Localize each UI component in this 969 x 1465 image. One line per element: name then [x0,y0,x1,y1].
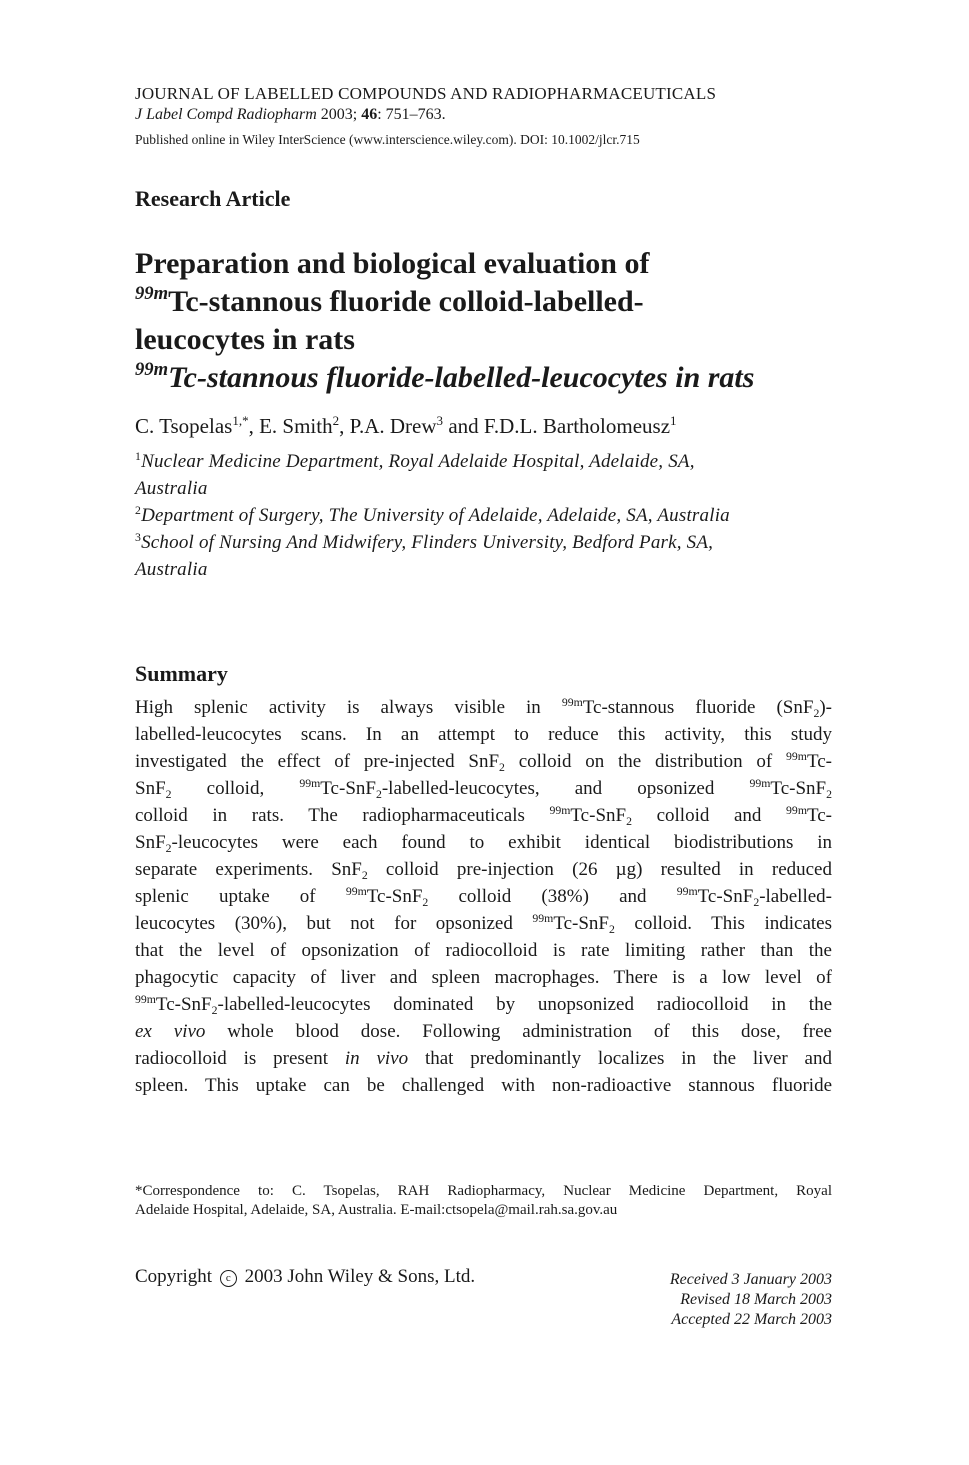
affiliation-1 [135,448,832,475]
summary-line [135,883,832,910]
summary-text: Tc- [806,805,833,826]
summary-text: Tc- [806,751,832,772]
summary-line [135,748,832,775]
isotope-superscript: 99m [676,884,698,898]
title-line-2 [135,283,832,321]
summary-line [135,802,832,829]
author-mark: 2 [332,412,340,428]
article-type: Research Article [135,186,291,211]
summary-line: labelled-leucocytes scans. In an attempt to reduce this activity, this study [135,724,832,745]
isotope-superscript: 99m [135,283,169,305]
affiliation-number: 3 [135,530,142,544]
summary-line: phagocytic capacity of liver and spleen macrophages. There is a low level of [135,967,832,988]
citation-pages: : 751–763. [377,106,446,123]
published-online: Published online in Wiley InterScience (www.interscience.wiley.com). DOI: 10.1002/jlcr.715 [135,132,640,147]
author-mark: 1,* [232,412,249,428]
summary-text: whole blood dose. Following administration of this dose, free [205,1021,832,1042]
title-line-2-text: Tc-stannous fluoride colloid-labelled- [168,285,644,318]
summary-text: SnF [135,832,166,853]
correspondence-line: *Correspondence to: C. Tsopelas, RAH Radiopharmacy, Nuclear Medicine Department, Royal [135,1183,832,1199]
subscript: 2 [753,895,760,909]
author-list [135,414,677,439]
subscript: 2 [375,787,382,801]
copyright-prefix: Copyright [135,1266,217,1287]
summary-text: radiocolloid is present [135,1048,345,1069]
received-date: Received 3 January 2003 [669,1271,832,1288]
affiliation-text: School of Nursing And Midwifery, Flinders University, Bedford Park, SA, [141,532,714,553]
summary-line [135,991,832,1018]
copyright-suffix: 2003 John Wiley & Sons, Ltd. [239,1266,476,1287]
subscript: 2 [813,706,820,720]
author-mark: 3 [436,412,444,428]
isotope-superscript: 99m [135,359,169,381]
citation-journal: J Label Compd Radiopharm [135,106,317,123]
affiliations [135,448,832,583]
author-separator: and [443,414,484,438]
summary-line [135,775,832,802]
isotope-superscript: 99m [135,992,156,1006]
summary-text: colloid. This indicates [614,913,832,934]
summary-line [135,694,832,721]
summary-text: -labelled- [759,886,832,907]
summary-text: colloid (38%) and [428,886,677,907]
isotope-superscript: 99m [749,776,771,790]
summary-text: colloid in rats. The radiopharmaceuticals [135,805,550,826]
revised-date: Revised 18 March 2003 [680,1291,832,1308]
citation-year: 2003; [316,106,362,123]
summary-heading: Summary [135,661,228,686]
summary-text: Tc-SnF [155,994,212,1015]
article-title [135,245,832,397]
title-line-1: Preparation and biological evaluation of [135,247,650,280]
subscript: 2 [826,787,832,801]
subscript: 2 [422,895,429,909]
affiliation-2 [135,502,832,529]
citation [135,106,446,124]
summary-line: that the level of opsonization of radiocolloid is rate limiting rather than the [135,940,832,961]
author: C. Tsopelas [135,414,233,438]
summary-text: -labelled-leucocytes, and opsonized [381,778,750,799]
summary-text: Tc-stannous fluoride (SnF [582,697,814,718]
summary-text: splenic uptake of [135,886,346,907]
subscript: 2 [165,787,172,801]
affiliation-text: Department of Surgery, The University of Adelaide, Adelaide, SA, Australia [141,505,730,526]
copyright [135,1266,475,1288]
journal-name: JOURNAL OF LABELLED COMPOUNDS AND RADIOPHARMACEUTICALS [135,84,717,103]
author: P.A. Drew [349,414,437,438]
correspondence-note [135,1182,832,1220]
subscript: 2 [626,814,632,828]
summary-text: Tc-SnF [770,778,827,799]
summary-text: High splenic activity is always visible in [135,697,562,718]
summary-text: -leucocytes were each found to exhibit identical biodistributions in [171,832,832,853]
subscript: 2 [499,760,505,774]
affiliation-3 [135,529,832,556]
author-mark: 1 [670,412,677,428]
summary-text: Tc-SnF [366,886,423,907]
summary-text: leucocytes (30%), but not for opsonized [135,913,533,934]
summary-text: separate experiments. SnF [135,859,362,880]
affiliation-1-cont: Australia [135,478,208,499]
summary-text: SnF [135,778,166,799]
summary-line [135,829,832,856]
summary-text: colloid on the distribution of [504,751,787,772]
summary-line [135,1045,832,1072]
summary-text: Tc-SnF [320,778,376,799]
summary-text: investigated the effect of pre-injected SnF [135,751,500,772]
author-separator: , [339,414,350,438]
copyright-icon: c [220,1270,237,1287]
subscript: 2 [165,841,172,855]
summary-text: Tc-SnF [570,805,627,826]
isotope-superscript: 99m [549,803,571,817]
summary-text: )- [819,697,832,718]
summary-text: Tc-SnF [553,913,609,934]
summary-line: spleen. This uptake can be challenged with non-radioactive stannous fluoride [135,1075,832,1096]
summary-body [135,694,832,1099]
correspondence-line: Adelaide Hospital, Adelaide, SA, Australia. E-mail:ctsopela@mail.rah.sa.gov.au [135,1202,618,1218]
isotope-superscript: 99m [561,695,583,709]
isotope-superscript: 99m [345,884,367,898]
title-line-3: leucocytes in rats [135,323,355,356]
summary-line [135,1018,832,1045]
subscript: 2 [609,922,615,936]
author-separator: , [248,414,260,438]
citation-volume: 46 [361,106,378,123]
summary-text: ex vivo [135,1021,206,1042]
short-title-text: Tc-stannous fluoride-labelled-leucocytes in rats [168,361,755,394]
summary-line [135,856,832,883]
affiliation-number: 1 [135,449,142,463]
isotope-superscript: 99m [786,749,807,763]
summary-text: that predominantly localizes in the liver and [408,1048,832,1069]
isotope-superscript: 99m [299,776,321,790]
short-title [135,359,832,397]
author: F.D.L. Bartholomeusz [483,414,671,438]
author: E. Smith [259,414,333,438]
summary-text: in vivo [344,1048,409,1069]
summary-text: colloid, [171,778,300,799]
summary-text: Tc-SnF [697,886,754,907]
affiliation-number: 2 [135,503,142,517]
affiliation-3-cont: Australia [135,559,208,580]
isotope-superscript: 99m [532,911,554,925]
accepted-date: Accepted 22 March 2003 [671,1311,832,1328]
isotope-superscript: 99m [786,803,807,817]
article-dates [670,1270,832,1330]
subscript: 2 [361,868,368,882]
summary-text: -labelled-leucocytes dominated by unopsonized radiocolloid in the [217,994,832,1015]
summary-text: colloid pre-injection (26 µg) resulted in reduced [367,859,832,880]
summary-line [135,910,832,937]
affiliation-text: Nuclear Medicine Department, Royal Adelaide Hospital, Adelaide, SA, [141,451,695,472]
subscript: 2 [211,1003,218,1017]
summary-text: colloid and [631,805,787,826]
